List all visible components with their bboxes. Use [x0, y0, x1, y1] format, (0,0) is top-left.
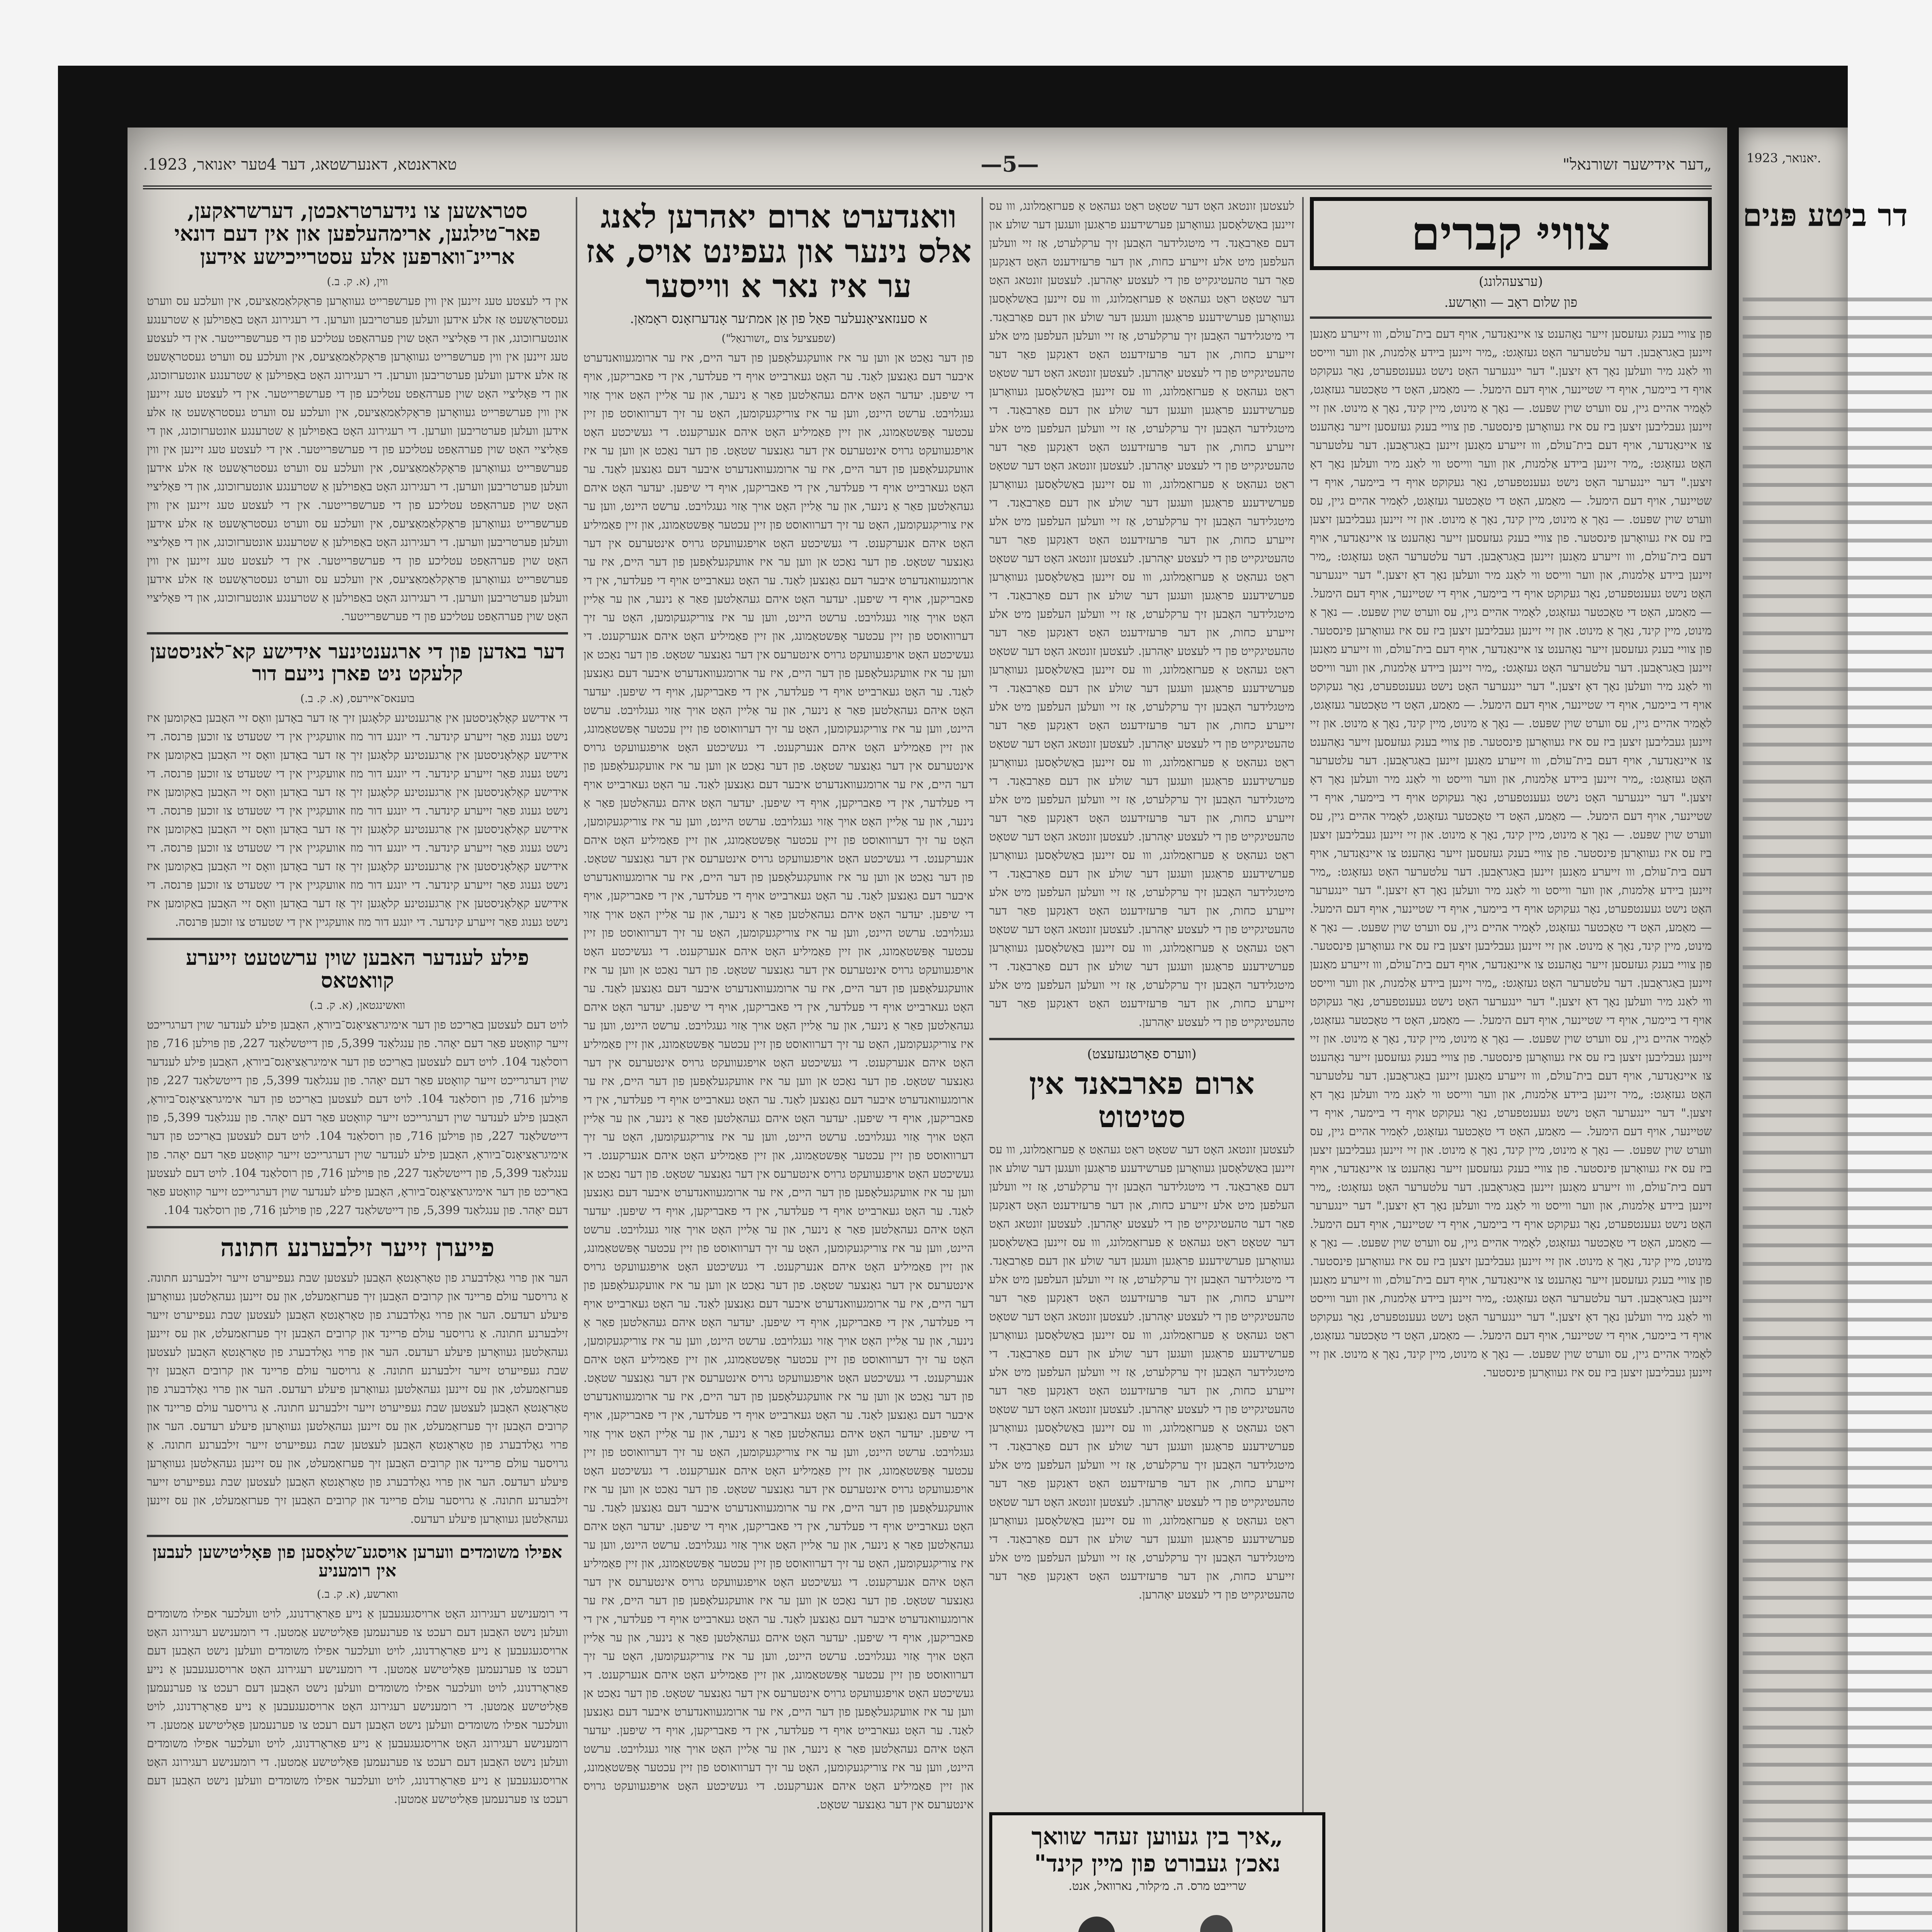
ad-headline: „איך בין געווען זעהר שוואך — [1031, 1823, 1283, 1850]
article5-headline: אפילו משומדים ווערען אויסגע־שלאָסען פון פּאָליטישען לעבען אין רומעניע — [153, 1542, 562, 1581]
advertisement — [989, 1812, 1325, 1932]
column-4 — [147, 197, 568, 1932]
adjacent-page — [1739, 128, 1908, 1932]
page-gutter — [1727, 66, 1739, 1932]
ad-headline-2: נאכ׳ן געבורט פון מיין קינד" — [1034, 1850, 1281, 1877]
article1-headline: סטראשען צו נידערטראכטן, דערשראקען, פאר־טילגען, ארימהעלפען און אין דעם דונאי אריינ־ווארפען אלע עסטרייכישע אידען — [174, 198, 541, 269]
ad-illustration-icon — [1015, 1904, 1301, 1932]
col2-body-top: לעצטען זונטאג האָט דער שטאָט ראַט געהאַט אַ פערזאַמלונג, ווו עס זיינען באַשלאָסען געוואָרען פערשידענע פראַגען וועגען דער שולע און דעם פאַרבאַנד. די מיטגלידער האָבען זיך ערקלערט, אַז זיי וועלען העלפען מיט אלע זייערע כחות, און דער פּרעזידענט האָט דאַנקען פאַר דער טהעטיגקייט פון די לעצטע יאָהרען. לעצטען זונטאג האָט דער שטאָט ראַט געהאַט אַ פערזאַמלונג, ווו עס זיינען באַשלאָסען געוואָרען פערשידענע פראַגען וועגען דער שולע און דעם פאַרבאַנד. די מיטגלידער האָבען זיך ערקלערט, אַז זיי וועלען העלפען מיט אלע זייערע כחות, און דער פּרעזידענט האָט דאַנקען פאַר דער טהעטיגקייט פון די לעצטע יאָהרען. לעצטען זונטאג האָט דער שטאָט ראַט געהאַט אַ פערזאַמלונג, ווו עס זיינען באַשלאָסען געוואָרען פערשידענע פראַגען וועגען דער שולע און דעם פאַרבאַנד. די מיטגלידער האָבען זיך ערקלערט, אַז זיי וועלען העלפען מיט אלע זייערע כחות, און דער פּרעזידענט האָט דאַנקען פאַר דער טהעטיגקייט פון די לעצטע יאָהרען. לעצטען זונטאג האָט דער שטאָט ראַט געהאַט אַ פערזאַמלונג, ווו עס זיינען באַשלאָסען געוואָרען פערשידענע פראַגען וועגען דער שולע און דעם פאַרבאַנד. די מיטגלידער האָבען זיך ערקלערט, אַז זיי וועלען העלפען מיט אלע זייערע כחות, און דער פּרעזידענט האָט דאַנקען פאַר דער טהעטיגקייט פון די לעצטע יאָהרען. לעצטען זונטאג האָט דער שטאָט ראַט געהאַט אַ פערזאַמלונג, ווו עס זיינען באַשלאָסען געוואָרען פערשידענע פראַגען וועגען דער שולע און דעם פאַרבאַנד. די מיטגלידער האָבען זיך ערקלערט, אַז זיי וועלען העלפען מיט אלע זייערע כחות, און דער פּרעזידענט האָט דאַנקען פאַר דער טהעטיגקייט פון די לעצטע יאָהרען. לעצטען זונטאג האָט דער שטאָט ראַט געהאַט אַ פערזאַמלונג, ווו עס זיינען באַשלאָסען געוואָרען פערשידענע פראַגען וועגען דער שולע און דעם פאַרבאַנד. די מיטגלידער האָבען זיך ערקלערט, אַז זיי וועלען העלפען מיט אלע זייערע כחות, און דער פּרעזידענט האָט דאַנקען פאַר דער טהעטיגקייט פון די לעצטע יאָהרען. לעצטען זונטאג האָט דער שטאָט ראַט געהאַט אַ פערזאַמלונג, ווו עס זיינען באַשלאָסען געוואָרען פערשידענע פראַגען וועגען דער שולע און דעם פאַרבאַנד. די מיטגלידער האָבען זיך ערקלערט, אַז זיי וועלען העלפען מיט אלע זייערע כחות, און דער פּרעזידענט האָט דאַנקען פאַר דער טהעטיגקייט פון די לעצטע יאָהרען. לעצטען זונטאג האָט דער שטאָט ראַט געהאַט אַ פערזאַמלונג, ווו עס זיינען באַשלאָסען געוואָרען פערשידענע פראַגען וועגען דער שולע און דעם פאַרבאַנד. די מיטגלידער האָבען זיך ערקלערט, אַז זיי וועלען העלפען מיט אלע זייערע כחות, און דער פּרעזידענט האָט דאַנקען פאַר דער טהעטיגקייט פון די לעצטע יאָהרען. לעצטען זונטאג האָט דער שטאָט ראַט געהאַט אַ פערזאַמלונג, ווו עס זיינען באַשלאָסען געוואָרען פערשידענע פראַגען וועגען דער שולע און דעם פאַרבאַנד. די מיטגלידער האָבען זיך ערקלערט, אַז זיי וועלען העלפען מיט אלע זייערע כחות, און דער פּרעזידענט האָט דאַנקען פאַר דער טהעטיגקייט פון די לעצטע יאָהרען. — [989, 199, 1294, 1029]
adjacent-headline: דר ביטע פּנים — [1743, 197, 1908, 233]
article5-body: די רומענישע רעגירונג האָט ארויסגעגעבען אַ נייע פאַראָרדנונג, לויט וועלכער אפילו משומדים וועלען נישט האָבען דעם רעכט צו פערנעמען פּאָליטישע אַמטען. די רומענישע רעגירונג האָט ארויסגעגעבען אַ נייע פאַראָרדנונג, לויט וועלכער אפילו משומדים וועלען נישט האָבען דעם רעכט צו פערנעמען פּאָליטישע אַמטען. די רומענישע רעגירונג האָט ארויסגעגעבען אַ נייע פאַראָרדנונג, לויט וועלכער אפילו משומדים וועלען נישט האָבען דעם רעכט צו פערנעמען פּאָליטישע אַמטען. די רומענישע רעגירונג האָט ארויסגעגעבען אַ נייע פאַראָרדנונג, לויט וועלכער אפילו משומדים וועלען נישט האָבען דעם רעכט צו פערנעמען פּאָליטישע אַמטען. די רומענישע רעגירונג האָט ארויסגעגעבען אַ נייע פאַראָרדנונג, לויט וועלכער אפילו משומדים וועלען נישט האָבען דעם רעכט צו פערנעמען פּאָליטישע אַמטען. די רומענישע רעגירונג האָט ארויסגעגעבען אַ נייע פאַראָרדנונג, לויט וועלכער אפילו משומדים וועלען נישט האָבען דעם רעכט צו פערנעמען פּאָליטישע אַמטען. — [147, 1607, 568, 1806]
article2-dateline: בוענאס־איירעס, (א. ק. ב.) — [300, 692, 415, 705]
col2-genre: (ווערס פאָרטגעזעצט) — [1087, 1046, 1197, 1062]
column-rule — [576, 197, 577, 1932]
divider — [1310, 316, 1712, 319]
city-date: טאראנטא, דאנערשטאג, דער 4טער יאנואר, 1923. — [143, 155, 457, 173]
article3-body: לויט דעם לעצטען באַריכט פון דער אימיגראַציאָנס־ביוראָ, האָבען פילע לענדער שוין דערגרייכט זייער קוואָטע פאַר דעם יאָהר. פון ענגלאַנד 5,399, פון דייטשלאַנד 227, פון פּוילען 716, פון רוסלאַנד 104. לויט דעם לעצטען באַריכט פון דער אימיגראַציאָנס־ביוראָ, האָבען פילע לענדער שוין דערגרייכט זייער קוואָטע פאַר דעם יאָהר. פון ענגלאַנד 5,399, פון דייטשלאַנד 227, פון פּוילען 716, פון רוסלאַנד 104. לויט דעם לעצטען באַריכט פון דער אימיגראַציאָנס־ביוראָ, האָבען פילע לענדער שוין דערגרייכט זייער קוואָטע פאַר דעם יאָהר. פון ענגלאַנד 5,399, פון דייטשלאַנד 227, פון פּוילען 716, פון רוסלאַנד 104. לויט דעם לעצטען באַריכט פון דער אימיגראַציאָנס־ביוראָ, האָבען פילע לענדער שוין דערגרייכט זייער קוואָטע פאַר דעם יאָהר. פון ענגלאַנד 5,399, פון דייטשלאַנד 227, פון פּוילען 716, פון רוסלאַנד 104. לויט דעם לעצטען באַריכט פון דער אימיגראַציאָנס־ביוראָ, האָבען פילע לענדער שוין דערגרייכט זייער קוואָטע פאַר דעם יאָהר. פון ענגלאַנד 5,399, פון דייטשלאַנד 227, פון פּוילען 716, פון רוסלאַנד 104. — [147, 1018, 568, 1218]
scan-border-left — [58, 66, 128, 1932]
article3-headline: פילע לענדער האבען שוין ערשטעט זייערע קוואטאס — [186, 945, 529, 993]
ad-subtitle: שרייבט מרס. ה. מ׳קלור, נארוואל, אנט. — [1068, 1879, 1246, 1893]
column-3 — [583, 197, 974, 1932]
article1-dateline: ווין, (א. ק. ב.) — [327, 275, 388, 288]
divider — [147, 1535, 568, 1537]
col3-subhead: א סענזאציאָנעלער פאַל פון אַן אמת׳ער אָנדערזאָנס ראָמאַן. — [630, 311, 927, 327]
divider — [147, 938, 568, 940]
divider — [147, 632, 568, 634]
col2-body: לעצטען זונטאג האָט דער שטאָט ראַט געהאַט אַ פערזאַמלונג, ווו עס זיינען באַשלאָסען געוואָרען פערשידענע פראַגען וועגען דער שולע און דעם פאַרבאַנד. די מיטגלידער האָבען זיך ערקלערט, אַז זיי וועלען העלפען מיט אלע זייערע כחות, און דער פּרעזידענט האָט דאַנקען פאַר דער טהעטיגקייט פון די לעצטע יאָהרען. לעצטען זונטאג האָט דער שטאָט ראַט געהאַט אַ פערזאַמלונג, ווו עס זיינען באַשלאָסען געוואָרען פערשידענע פראַגען וועגען דער שולע און דעם פאַרבאַנד. די מיטגלידער האָבען זיך ערקלערט, אַז זיי וועלען העלפען מיט אלע זייערע כחות, און דער פּרעזידענט האָט דאַנקען פאַר דער טהעטיגקייט פון די לעצטע יאָהרען. לעצטען זונטאג האָט דער שטאָט ראַט געהאַט אַ פערזאַמלונג, ווו עס זיינען באַשלאָסען געוואָרען פערשידענע פראַגען וועגען דער שולע און דעם פאַרבאַנד. די מיטגלידער האָבען זיך ערקלערט, אַז זיי וועלען העלפען מיט אלע זייערע כחות, און דער פּרעזידענט האָט דאַנקען פאַר דער טהעטיגקייט פון די לעצטע יאָהרען. לעצטען זונטאג האָט דער שטאָט ראַט געהאַט אַ פערזאַמלונג, ווו עס זיינען באַשלאָסען געוואָרען פערשידענע פראַגען וועגען דער שולע און דעם פאַרבאַנד. די מיטגלידער האָבען זיך ערקלערט, אַז זיי וועלען העלפען מיט אלע זייערע כחות, און דער פּרעזידענט האָט דאַנקען פאַר דער טהעטיגקייט פון די לעצטע יאָהרען. לעצטען זונטאג האָט דער שטאָט ראַט געהאַט אַ פערזאַמלונג, ווו עס זיינען באַשלאָסען געוואָרען פערשידענע פראַגען וועגען דער שולע און דעם פאַרבאַנד. די מיטגלידער האָבען זיך ערקלערט, אַז זיי וועלען העלפען מיט אלע זייערע כחות, און דער פּרעזידענט האָט דאַנקען פאַר דער טהעטיגקייט פון די לעצטע יאָהרען. — [989, 1143, 1294, 1602]
article4-headline: פייערן זייער זילבערנע חתונה — [220, 1233, 495, 1263]
page-header — [143, 143, 1712, 189]
story-genre: (ערצעהלונג) — [1479, 274, 1543, 289]
col3-body: פון דער נאַכט אן ווען ער איז אוועקגעלאָפען פון דער היים, איז ער ארומגעוואנדערט איבער דעם גאַנצען לאַנד. ער האָט געארבייט אויף די פעלדער, אין די פאבריקען, אויף די שיפען. יעדער האָט איהם געהאַלטען פאַר אַ נינער, און ער אַליין האָט אויך אַזוי געגלויבט. ערשט היינט, ווען ער איז צוריקגעקומען, האָט ער זיך דערוואוסט פון זיין עכטער אָפּשטאַמונג, און זיין פאַמיליע האָט איהם אנערקענט. די געשיכטע האָט אויפגעוועקט גרויס אינטערעס אין דער גאַנצער שטאָט. פון דער נאַכט אן ווען ער איז אוועקגעלאָפען פון דער היים, איז ער ארומגעוואנדערט איבער דעם גאַנצען לאַנד. ער האָט געארבייט אויף די פעלדער, אין די פאבריקען, אויף די שיפען. יעדער האָט איהם געהאַלטען פאַר אַ נינער, און ער אַליין האָט אויך אַזוי געגלויבט. ערשט היינט, ווען ער איז צוריקגעקומען, האָט ער זיך דערוואוסט פון זיין עכטער אָפּשטאַמונג, און זיין פאַמיליע האָט איהם אנערקענט. די געשיכטע האָט אויפגעוועקט גרויס אינטערעס אין דער גאַנצער שטאָט. פון דער נאַכט אן ווען ער איז אוועקגעלאָפען פון דער היים, איז ער ארומגעוואנדערט איבער דעם גאַנצען לאַנד. ער האָט געארבייט אויף די פעלדער, אין די פאבריקען, אויף די שיפען. יעדער האָט איהם געהאַלטען פאַר אַ נינער, און ער אַליין האָט אויך אַזוי געגלויבט. ערשט היינט, ווען ער איז צוריקגעקומען, האָט ער זיך דערוואוסט פון זיין עכטער אָפּשטאַמונג, און זיין פאַמיליע האָט איהם אנערקענט. די געשיכטע האָט אויפגעוועקט גרויס אינטערעס אין דער גאַנצער שטאָט. פון דער נאַכט אן ווען ער איז אוועקגעלאָפען פון דער היים, איז ער ארומגעוואנדערט איבער דעם גאַנצען לאַנד. ער האָט געארבייט אויף די פעלדער, אין די פאבריקען, אויף די שיפען. יעדער האָט איהם געהאַלטען פאַר אַ נינער, און ער אַליין האָט אויך אַזוי געגלויבט. ערשט היינט, ווען ער איז צוריקגעקומען, האָט ער זיך דערוואוסט פון זיין עכטער אָפּשטאַמונג, און זיין פאַמיליע האָט איהם אנערקענט. די געשיכטע האָט אויפגעוועקט גרויס אינטערעס אין דער גאַנצער שטאָט. פון דער נאַכט אן ווען ער איז אוועקגעלאָפען פון דער היים, איז ער ארומגעוואנדערט איבער דעם גאַנצען לאַנד. ער האָט געארבייט אויף די פעלדער, אין די פאבריקען, אויף די שיפען. יעדער האָט איהם געהאַלטען פאַר אַ נינער, און ער אַליין האָט אויך אַזוי געגלויבט. ערשט היינט, ווען ער איז צוריקגעקומען, האָט ער זיך דערוואוסט פון זיין עכטער אָפּשטאַמונג, און זיין פאַמיליע האָט איהם אנערקענט. די געשיכטע האָט אויפגעוועקט גרויס אינטערעס אין דער גאַנצער שטאָט. פון דער נאַכט אן ווען ער איז אוועקגעלאָפען פון דער היים, איז ער ארומגעוואנדערט איבער דעם גאַנצען לאַנד. ער האָט געארבייט אויף די פעלדער, אין די פאבריקען, אויף די שיפען. יעדער האָט איהם געהאַלטען פאַר אַ נינער, און ער אַליין האָט אויך אַזוי געגלויבט. ערשט היינט, ווען ער איז צוריקגעקומען, האָט ער זיך דערוואוסט פון זיין עכטער אָפּשטאַמונג, און זיין פאַמיליע האָט איהם אנערקענט. די געשיכטע האָט אויפגעוועקט גרויס אינטערעס אין דער גאַנצער שטאָט. פון דער נאַכט אן ווען ער איז אוועקגעלאָפען פון דער היים, איז ער ארומגעוואנדערט איבער דעם גאַנצען לאַנד. ער האָט געארבייט אויף די פעלדער, אין די פאבריקען, אויף די שיפען. יעדער האָט איהם געהאַלטען פאַר אַ נינער, און ער אַליין האָט אויך אַזוי געגלויבט. ערשט היינט, ווען ער איז צוריקגעקומען, האָט ער זיך דערוואוסט פון זיין עכטער אָפּשטאַמונג, און זיין פאַמיליע האָט איהם אנערקענט. די געשיכטע האָט אויפגעוועקט גרויס אינטערעס אין דער גאַנצער שטאָט. פון דער נאַכט אן ווען ער איז אוועקגעלאָפען פון דער היים, איז ער ארומגעוואנדערט איבער דעם גאַנצען לאַנד. ער האָט געארבייט אויף די פעלדער, אין די פאבריקען, אויף די שיפען. יעדער האָט איהם געהאַלטען פאַר אַ נינער, און ער אַליין האָט אויך אַזוי געגלויבט. ערשט היינט, ווען ער איז צוריקגעקומען, האָט ער זיך דערוואוסט פון זיין עכטער אָפּשטאַמונג, און זיין פאַמיליע האָט איהם אנערקענט. די געשיכטע האָט אויפגעוועקט גרויס אינטערעס אין דער גאַנצער שטאָט. פון דער נאַכט אן ווען ער איז אוועקגעלאָפען פון דער היים, איז ער ארומגעוואנדערט איבער דעם גאַנצען לאַנד. ער האָט געארבייט אויף די פעלדער, אין די פאבריקען, אויף די שיפען. יעדער האָט איהם געהאַלטען פאַר אַ נינער, און ער אַליין האָט אויך אַזוי געגלויבט. ערשט היינט, ווען ער איז צוריקגעקומען, האָט ער זיך דערוואוסט פון זיין עכטער אָפּשטאַמונג, און זיין פאַמיליע האָט איהם אנערקענט. די געשיכטע האָט אויפגעוועקט גרויס אינטערעס אין דער גאַנצער שטאָט. פון דער נאַכט אן ווען ער איז אוועקגעלאָפען פון דער היים, איז ער ארומגעוואנדערט איבער דעם גאַנצען לאַנד. ער האָט געארבייט אויף די פעלדער, אין די פאבריקען, אויף די שיפען. יעדער האָט איהם געהאַלטען פאַר אַ נינער, און ער אַליין האָט אויך אַזוי געגלויבט. ערשט היינט, ווען ער איז צוריקגעקומען, האָט ער זיך דערוואוסט פון זיין עכטער אָפּשטאַמונג, און זיין פאַמיליע האָט איהם אנערקענט. די געשיכטע האָט אויפגעוועקט גרויס אינטערעס אין דער גאַנצער שטאָט. פון דער נאַכט אן ווען ער איז אוועקגעלאָפען פון דער היים, איז ער ארומגעוואנדערט איבער דעם גאַנצען לאַנד. ער האָט געארבייט אויף די פעלדער, אין די פאבריקען, אויף די שיפען. יעדער האָט איהם געהאַלטען פאַר אַ נינער, און ער אַליין האָט אויך אַזוי געגלויבט. ערשט היינט, ווען ער איז צוריקגעקומען, האָט ער זיך דערוואוסט פון זיין עכטער אָפּשטאַמונג, און זיין פאַמיליע האָט איהם אנערקענט. די געשיכטע האָט אויפגעוועקט גרויס אינטערעס אין דער גאַנצער שטאָט. פון דער נאַכט אן ווען ער איז אוועקגעלאָפען פון דער היים, איז ער ארומגעוואנדערט איבער דעם גאַנצען לאַנד. ער האָט געארבייט אויף די פעלדער, אין די פאבריקען, אויף די שיפען. יעדער האָט איהם געהאַלטען פאַר אַ נינער, און ער אַליין האָט אויך אַזוי געגלויבט. ערשט היינט, ווען ער איז צוריקגעקומען, האָט ער זיך דערוואוסט פון זיין עכטער אָפּשטאַמונג, און זיין פאַמיליע האָט איהם אנערקענט. די געשיכטע האָט אויפגעוועקט גרויס אינטערעס אין דער גאַנצער שטאָט. פון דער נאַכט אן ווען ער איז אוועקגעלאָפען פון דער היים, איז ער ארומגעוואנדערט איבער דעם גאַנצען לאַנד. ער האָט געארבייט אויף די פעלדער, אין די פאבריקען, אויף די שיפען. יעדער האָט איהם געהאַלטען פאַר אַ נינער, און ער אַליין האָט אויך אַזוי געגלויבט. ערשט היינט, ווען ער איז צוריקגעקומען, האָט ער זיך דערוואוסט פון זיין עכטער אָפּשטאַמונג, און זיין פאַמיליע האָט איהם אנערקענט. די געשיכטע האָט אויפגעוועקט גרויס אינטערעס אין דער גאַנצער שטאָט. פון דער נאַכט אן ווען ער איז אוועקגעלאָפען פון דער היים, איז ער ארומגעוואנדערט איבער דעם גאַנצען לאַנד. ער האָט געארבייט אויף די פעלדער, אין די פאבריקען, אויף די שיפען. יעדער האָט איהם געהאַלטען פאַר אַ נינער, און ער אַליין האָט אויך אַזוי געגלויבט. ערשט היינט, ווען ער איז צוריקגעקומען, האָט ער זיך דערוואוסט פון זיין עכטער אָפּשטאַמונג, און זיין פאַמיליע האָט איהם אנערקענט. די געשיכטע האָט אויפגעוועקט גרויס אינטערעס אין דער גאַנצער שטאָט. — [583, 351, 974, 1811]
box-title: צווייּ קברים — [1310, 197, 1712, 270]
article2-body: די אידישע קאָלאָניסטען אין אַרגענטינע קלאָגען זיך אַז דער באָדען וואָס זיי האָבען באַקומען איז נישט גענוג פאַר זייערע קינדער. די יונגע דור מוז אוועקגיין אין די שטעדט צו זוכען פּרנסה. די אידישע קאָלאָניסטען אין אַרגענטינע קלאָגען זיך אַז דער באָדען וואָס זיי האָבען באַקומען איז נישט גענוג פאַר זייערע קינדער. די יונגע דור מוז אוועקגיין אין די שטעדט צו זוכען פּרנסה. די אידישע קאָלאָניסטען אין אַרגענטינע קלאָגען זיך אַז דער באָדען וואָס זיי האָבען באַקומען איז נישט גענוג פאַר זייערע קינדער. די יונגע דור מוז אוועקגיין אין די שטעדט צו זוכען פּרנסה. די אידישע קאָלאָניסטען אין אַרגענטינע קלאָגען זיך אַז דער באָדען וואָס זיי האָבען באַקומען איז נישט גענוג פאַר זייערע קינדער. די יונגע דור מוז אוועקגיין אין די שטעדט צו זוכען פּרנסה. די אידישע קאָלאָניסטען אין אַרגענטינע קלאָגען זיך אַז דער באָדען וואָס זיי האָבען באַקומען איז נישט גענוג פאַר זייערע קינדער. די יונגע דור מוז אוועקגיין אין די שטעדט צו זוכען פּרנסה. די אידישע קאָלאָניסטען אין אַרגענטינע קלאָגען זיך אַז דער באָדען וואָס זיי האָבען באַקומען איז נישט גענוג פאַר זייערע קינדער. די יונגע דור מוז אוועקגיין אין די שטעדט צו זוכען פּרנסה. — [147, 711, 568, 929]
column-2 — [989, 197, 1294, 1932]
column-1 — [1310, 197, 1712, 1932]
divider — [147, 1226, 568, 1228]
page-number: —5— — [980, 151, 1039, 177]
story-author: פון שלום ראָב — וואַרשע. — [1444, 295, 1578, 310]
newspaper-page — [128, 128, 1727, 1932]
paper-title: „דער אידישער זשורנאל" — [1563, 155, 1712, 173]
story-body: פון צווייּ בענק געזעסען זייער נאָהענט צו איינאַנדער, אויף דעם בית־עולם, ווו זייערע מאַנען זיינען באַגראָבען. דער עלטערער האָט געזאָגט: „מיר זיינען ביידע אַלמנות, און ווער ווייסט ווי לאַנג מיר וועלען נאָך דאָ זיצען." דער יינגערער האָט נישט געענטפערט, נאָר געקוקט אויף די ביימער, אויף די שטיינער, אויף דעם הימעל. — מאַמע, האָט די טאָכטער געזאָגט, לאָמיר אהיים גיין, עס ווערט שוין שפּעט. — נאָך אַ מינוט, מיין קינד, נאָך אַ מינוט. און זיי זיינען געבליבען זיצען ביז עס איז געוואָרען פינסטער. פון צווייּ בענק געזעסען זייער נאָהענט צו איינאַנדער, אויף דעם בית־עולם, ווו זייערע מאַנען זיינען באַגראָבען. דער עלטערער האָט געזאָגט: „מיר זיינען ביידע אַלמנות, און ווער ווייסט ווי לאַנג מיר וועלען נאָך דאָ זיצען." דער יינגערער האָט נישט געענטפערט, נאָר געקוקט אויף די ביימער, אויף די שטיינער, אויף דעם הימעל. — מאַמע, האָט די טאָכטער געזאָגט, לאָמיר אהיים גיין, עס ווערט שוין שפּעט. — נאָך אַ מינוט, מיין קינד, נאָך אַ מינוט. און זיי זיינען געבליבען זיצען ביז עס איז געוואָרען פינסטער. פון צווייּ בענק געזעסען זייער נאָהענט צו איינאַנדער, אויף דעם בית־עולם, ווו זייערע מאַנען זיינען באַגראָבען. דער עלטערער האָט געזאָגט: „מיר זיינען ביידע אַלמנות, און ווער ווייסט ווי לאַנג מיר וועלען נאָך דאָ זיצען." דער יינגערער האָט נישט געענטפערט, נאָר געקוקט אויף די ביימער, אויף די שטיינער, אויף דעם הימעל. — מאַמע, האָט די טאָכטער געזאָגט, לאָמיר אהיים גיין, עס ווערט שוין שפּעט. — נאָך אַ מינוט, מיין קינד, נאָך אַ מינוט. און זיי זיינען געבליבען זיצען ביז עס איז געוואָרען פינסטער. פון צווייּ בענק געזעסען זייער נאָהענט צו איינאַנדער, אויף דעם בית־עולם, ווו זייערע מאַנען זיינען באַגראָבען. דער עלטערער האָט געזאָגט: „מיר זיינען ביידע אַלמנות, און ווער ווייסט ווי לאַנג מיר וועלען נאָך דאָ זיצען." דער יינגערער האָט נישט געענטפערט, נאָר געקוקט אויף די ביימער, אויף די שטיינער, אויף דעם הימעל. — מאַמע, האָט די טאָכטער געזאָגט, לאָמיר אהיים גיין, עס ווערט שוין שפּעט. — נאָך אַ מינוט, מיין קינד, נאָך אַ מינוט. און זיי זיינען געבליבען זיצען ביז עס איז געוואָרען פינסטער. פון צווייּ בענק געזעסען זייער נאָהענט צו איינאַנדער, אויף דעם בית־עולם, ווו זייערע מאַנען זיינען באַגראָבען. דער עלטערער האָט געזאָגט: „מיר זיינען ביידע אַלמנות, און ווער ווייסט ווי לאַנג מיר וועלען נאָך דאָ זיצען." דער יינגערער האָט נישט געענטפערט, נאָר געקוקט אויף די ביימער, אויף די שטיינער, אויף דעם הימעל. — מאַמע, האָט די טאָכטער געזאָגט, לאָמיר אהיים גיין, עס ווערט שוין שפּעט. — נאָך אַ מינוט, מיין קינד, נאָך אַ מינוט. און זיי זיינען געבליבען זיצען ביז עס איז געוואָרען פינסטער. פון צווייּ בענק געזעסען זייער נאָהענט צו איינאַנדער, אויף דעם בית־עולם, ווו זייערע מאַנען זיינען באַגראָבען. דער עלטערער האָט געזאָגט: „מיר זיינען ביידע אַלמנות, און ווער ווייסט ווי לאַנג מיר וועלען נאָך דאָ זיצען." דער יינגערער האָט נישט געענטפערט, נאָר געקוקט אויף די ביימער, אויף די שטיינער, אויף דעם הימעל. — מאַמע, האָט די טאָכטער געזאָגט, לאָמיר אהיים גיין, עס ווערט שוין שפּעט. — נאָך אַ מינוט, מיין קינד, נאָך אַ מינוט. און זיי זיינען געבליבען זיצען ביז עס איז געוואָרען פינסטער. פון צווייּ בענק געזעסען זייער נאָהענט צו איינאַנדער, אויף דעם בית־עולם, ווו זייערע מאַנען זיינען באַגראָבען. דער עלטערער האָט געזאָגט: „מיר זיינען ביידע אַלמנות, און ווער ווייסט ווי לאַנג מיר וועלען נאָך דאָ זיצען." דער יינגערער האָט נישט געענטפערט, נאָר געקוקט אויף די ביימער, אויף די שטיינער, אויף דעם הימעל. — מאַמע, האָט די טאָכטער געזאָגט, לאָמיר אהיים גיין, עס ווערט שוין שפּעט. — נאָך אַ מינוט, מיין קינד, נאָך אַ מינוט. און זיי זיינען געבליבען זיצען ביז עס איז געוואָרען פינסטער. פון צווייּ בענק געזעסען זייער נאָהענט צו איינאַנדער, אויף דעם בית־עולם, ווו זייערע מאַנען זיינען באַגראָבען. דער עלטערער האָט געזאָגט: „מיר זיינען ביידע אַלמנות, און ווער ווייסט ווי לאַנג מיר וועלען נאָך דאָ זיצען." דער יינגערער האָט נישט געענטפערט, נאָר געקוקט אויף די ביימער, אויף די שטיינער, אויף דעם הימעל. — מאַמע, האָט די טאָכטער געזאָגט, לאָמיר אהיים גיין, עס ווערט שוין שפּעט. — נאָך אַ מינוט, מיין קינד, נאָך אַ מינוט. און זיי זיינען געבליבען זיצען ביז עס איז געוואָרען פינסטער. פון צווייּ בענק געזעסען זייער נאָהענט צו איינאַנדער, אויף דעם בית־עולם, ווו זייערע מאַנען זיינען באַגראָבען. דער עלטערער האָט געזאָגט: „מיר זיינען ביידע אַלמנות, און ווער ווייסט ווי לאַנג מיר וועלען נאָך דאָ זיצען." דער יינגערער האָט נישט געענטפערט, נאָר געקוקט אויף די ביימער, אויף די שטיינער, אויף דעם הימעל. — מאַמע, האָט די טאָכטער געזאָגט, לאָמיר אהיים גיין, עס ווערט שוין שפּעט. — נאָך אַ מינוט, מיין קינד, נאָך אַ מינוט. און זיי זיינען געבליבען זיצען ביז עס איז געוואָרען פינסטער. פון צווייּ בענק געזעסען זייער נאָהענט צו איינאַנדער, אויף דעם בית־עולם, ווו זייערע מאַנען זיינען באַגראָבען. דער עלטערער האָט געזאָגט: „מיר זיינען ביידע אַלמנות, און ווער ווייסט ווי לאַנג מיר וועלען נאָך דאָ זיצען." דער יינגערער האָט נישט געענטפערט, נאָר געקוקט אויף די ביימער, אויף די שטיינער, אויף דעם הימעל. — מאַמע, האָט די טאָכטער געזאָגט, לאָמיר אהיים גיין, עס ווערט שוין שפּעט. — נאָך אַ מינוט, מיין קינד, נאָך אַ מינוט. און זיי זיינען געבליבען זיצען ביז עס איז געוואָרען פינסטער. — [1310, 327, 1712, 1379]
article5-dateline: ווארשע, (א. ק. ב.) — [317, 1587, 398, 1600]
adjacent-body — [1743, 290, 1932, 1932]
article4-body: הער און פרוי גאָלדבערג פון טאָראָנטאָ האָבען לעצטען שבת געפייערט זייער זילבערנע חתונה. אַ גרויסער עולם פריינד און קרובים האָבען זיך פערזאַמעלט, און עס זיינען געהאַלטען געוואָרען פיעלע רעדעס. הער און פרוי גאָלדבערג פון טאָראָנטאָ האָבען לעצטען שבת געפייערט זייער זילבערנע חתונה. אַ גרויסער עולם פריינד און קרובים האָבען זיך פערזאַמעלט, און עס זיינען געהאַלטען געוואָרען פיעלע רעדעס. הער און פרוי גאָלדבערג פון טאָראָנטאָ האָבען לעצטען שבת געפייערט זייער זילבערנע חתונה. אַ גרויסער עולם פריינד און קרובים האָבען זיך פערזאַמעלט, און עס זיינען געהאַלטען געוואָרען פיעלע רעדעס. הער און פרוי גאָלדבערג פון טאָראָנטאָ האָבען לעצטען שבת געפייערט זייער זילבערנע חתונה. אַ גרויסער עולם פריינד און קרובים האָבען זיך פערזאַמעלט, און עס זיינען געהאַלטען געוואָרען פיעלע רעדעס. הער און פרוי גאָלדבערג פון טאָראָנטאָ האָבען לעצטען שבת געפייערט זייער זילבערנע חתונה. אַ גרויסער עולם פריינד און קרובים האָבען זיך פערזאַמעלט, און עס זיינען געהאַלטען געוואָרען פיעלע רעדעס. הער און פרוי גאָלדבערג פון טאָראָנטאָ האָבען לעצטען שבת געפייערט זייער זילבערנע חתונה. אַ גרויסער עולם פריינד און קרובים האָבען זיך פערזאַמעלט, און עס זיינען געהאַלטען געוואָרען פיעלע רעדעס. — [147, 1271, 568, 1526]
column-rule — [981, 197, 983, 1932]
column-rule — [1302, 197, 1304, 1932]
divider — [989, 1038, 1294, 1040]
col3-dateline: (שפעציעל צום „זשורנאַל") — [721, 332, 836, 345]
article1-body: אין די לעצטע טעג זיינען אין ווין פערשפּרייט געוואָרען פּראָקלאַמאַציעס, אין וועלכע עס ווערט געסטראָשעט אַז אלע אידען וועלען פערטריבען ווערען. די רעגירונג האָט באַפוילען אַ שטרענגע אונטערזוכונג, און די פּאָליציי האָט שוין פערהאַפט עטליכע פון די פערשפּרייטער. אין די לעצטע טעג זיינען אין ווין פערשפּרייט געוואָרען פּראָקלאַמאַציעס, אין וועלכע עס ווערט געסטראָשעט אַז אלע אידען וועלען פערטריבען ווערען. די רעגירונג האָט באַפוילען אַ שטרענגע אונטערזוכונג, און די פּאָליציי האָט שוין פערהאַפט עטליכע פון די פערשפּרייטער. אין די לעצטע טעג זיינען אין ווין פערשפּרייט געוואָרען פּראָקלאַמאַציעס, אין וועלכע עס ווערט געסטראָשעט אַז אלע אידען וועלען פערטריבען ווערען. די רעגירונג האָט באַפוילען אַ שטרענגע אונטערזוכונג, און די פּאָליציי האָט שוין פערהאַפט עטליכע פון די פערשפּרייטער. אין די לעצטע טעג זיינען אין ווין פערשפּרייט געוואָרען פּראָקלאַמאַציעס, אין וועלכע עס ווערט געסטראָשעט אַז אלע אידען וועלען פערטריבען ווערען. די רעגירונג האָט באַפוילען אַ שטרענגע אונטערזוכונג, און די פּאָליציי האָט שוין פערהאַפט עטליכע פון די פערשפּרייטער. אין די לעצטע טעג זיינען אין ווין פערשפּרייט געוואָרען פּראָקלאַמאַציעס, אין וועלכע עס ווערט געסטראָשעט אַז אלע אידען וועלען פערטריבען ווערען. די רעגירונג האָט באַפוילען אַ שטרענגע אונטערזוכונג, און די פּאָליציי האָט שוין פערהאַפט עטליכע פון די פערשפּרייטער. אין די לעצטע טעג זיינען אין ווין פערשפּרייט געוואָרען פּראָקלאַמאַציעס, אין וועלכע עס ווערט געסטראָשעט אַז אלע אידען וועלען פערטריבען ווערען. די רעגירונג האָט באַפוילען אַ שטרענגע אונטערזוכונג, און די פּאָליציי האָט שוין פערהאַפט עטליכע פון די פערשפּרייטער. — [147, 294, 568, 624]
article3-dateline: וואשינגטאן, (א. ק. ב.) — [310, 999, 405, 1012]
adjacent-date: יאנואר, 1923. — [1747, 151, 1821, 165]
scan-border-top — [58, 66, 1848, 128]
col3-headline: וואנדערט ארום יאהרען לאנג אלס נינער און געפינט אויס, אז ער איז נאר א ווייסער — [585, 198, 972, 305]
article2-headline: דער באדען פון די ארגענטינער אידישע קא־לאניסטען קלעקט ניט פארן נייעם דור — [150, 640, 565, 686]
col2-headline: ארום פארבאנד אין סטיטוט — [1029, 1066, 1255, 1134]
